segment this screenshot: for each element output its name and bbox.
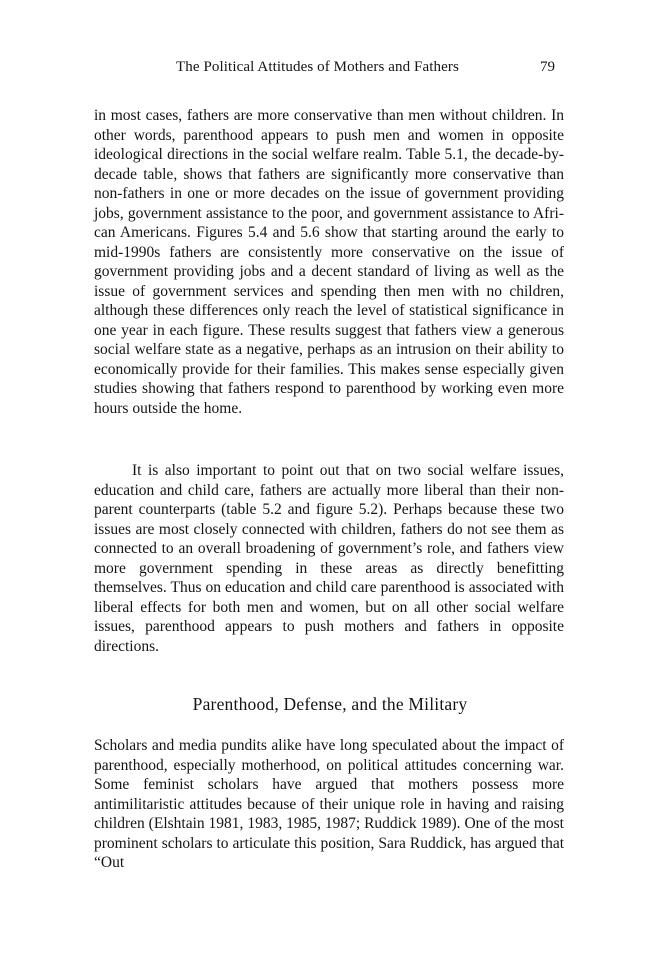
page-number: 79 (540, 59, 555, 75)
running-head: The Political Attitudes of Mothers and Fathers (176, 59, 459, 75)
body-paragraph: Scholars and media pundits alike have long speculated about the impact of parenthood, especially motherhood, on political attitudes concerning war. Some feminist scholars have argued that mothers possess more antimilitaristic attitudes because of their unique role in having and raising children (Elshtain 1981, 1983, 1985, 1987; Ruddick 1989). One of the most prominent scholars to articulate this position, Sara Ruddick, has argued that “Out (94, 737, 564, 871)
section-heading: Parenthood, Defense, and the Military (192, 694, 468, 714)
body-paragraph: in most cases, fathers are more conservative than men without children. In other words, parenthood appears to push men and women in opposite ideological directions in the social welfare realm. Table 5.1, the decade-by-decade table, shows that fathers are significantly more conservative than non-fathers in one or more decades on the issue of government providing jobs, government assistance to the poor, and government assistance to African Americans. Figures 5.4 and 5.6 show that starting around the early to mid-1990s fathers are consistently more conservative on the issue of government providing jobs and a decent standard of living as well as the issue of government services and spending then men with no children, although these differences only reach the level of statistical significance in one year in each figure. These results suggest that fathers view a generous social welfare state as a negative, perhaps as an intrusion on their ability to economically provide for their families. This makes sense especially given studies showing that fathers respond to parenthood by working even more hours outside the home. (94, 107, 564, 417)
body-paragraph: It is also important to point out that on two social welfare issues, education and child care, fathers are actually more liberal than their non-parent counterparts (table 5.2 and figure 5.2). Perhaps because these two issues are most closely connected with children, fathers do not see them as connected to an overall broadening of government’s role, and fathers view more government spending in these areas as directly benefitting themselves. Thus on education and child care parenthood is associated with liberal effects for both men and women, but on all other social welfare issues, parenthood appears to push mothers and fathers in opposite directions. (94, 462, 564, 655)
